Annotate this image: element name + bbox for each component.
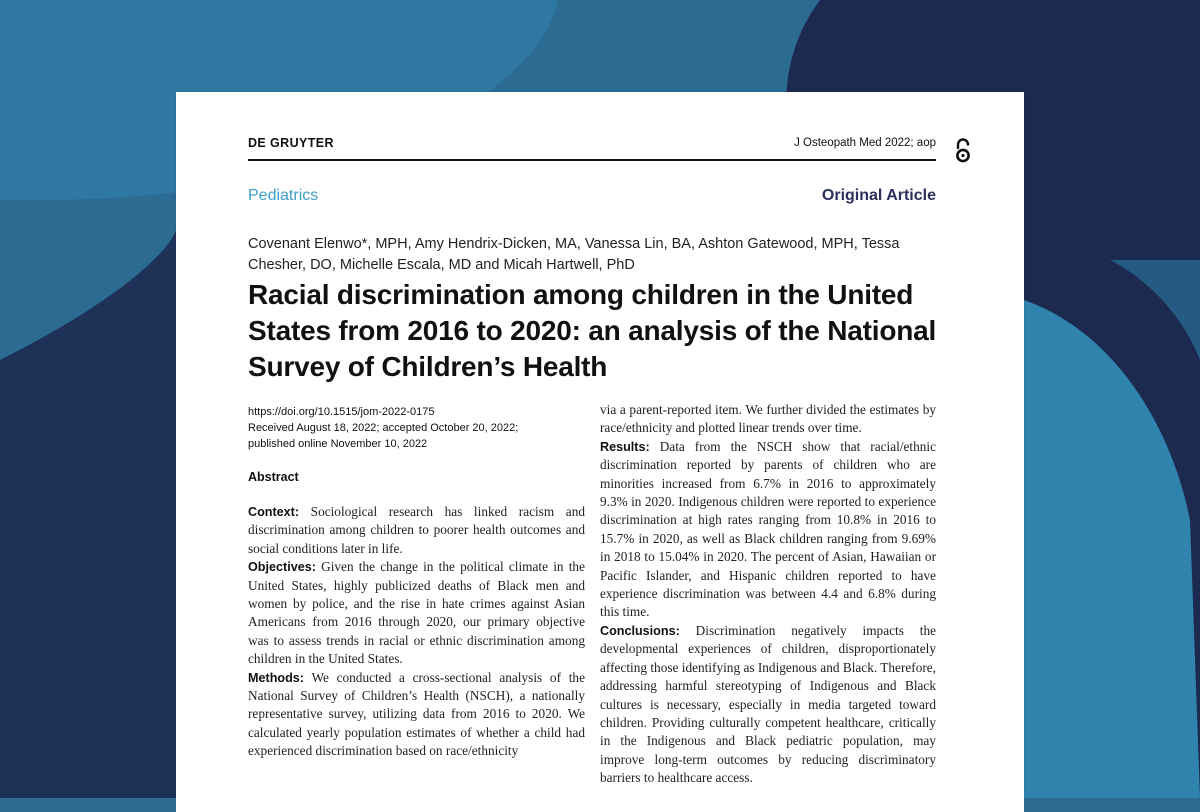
article-page xyxy=(176,92,1024,812)
article-title: Racial discrimination among children in the United States from 2016 to 2020: an analysis of the National Survey of Children’s Health xyxy=(248,279,937,382)
abstract-objectives xyxy=(248,558,585,668)
journal-reference: J Osteopath Med 2022; aop xyxy=(794,137,936,149)
open-access-icon xyxy=(954,138,972,164)
abstract-results xyxy=(600,438,936,622)
abstract-methods-continued: via a parent-reported item. We further divided the estimates by race/ethnicity and plotted linear trends over time. xyxy=(600,402,936,436)
context-label: Context: xyxy=(248,505,300,519)
abstract-methods xyxy=(248,669,585,761)
abstract-column-right xyxy=(600,401,936,788)
doi-link[interactable]: https://doi.org/10.1515/jom-2022-0175 xyxy=(248,406,435,418)
abstract-conclusions xyxy=(600,622,936,788)
conclusions-text: Discrimination negatively impacts the developmental experiences of children, disproportionately affecting those identifying as Indigenous and Black. Therefore, addressing harmful stereotyping of Indigenous and Black cultures is necessary, especially in media targeted toward children. Providing culturally competent healthcare, critically in the Indigenous and Black pediatric population, may improve long-term outcomes by reducing discriminatory barriers to healthcare access. xyxy=(600,622,936,786)
section-label: Pediatrics xyxy=(248,187,319,204)
header-rule xyxy=(248,159,936,161)
results-text: Data from the NSCH show that racial/ethnic discrimination reported by parents of children who are minorities increased from 6.7% in 2016 to approximately 9.3% in 2020. Indigenous children were reported to experience discrimination at high rates ranging from 10.8% in 2016 to 15.7% in 2020, as well as Black children ranging from 9.69% in 2018 to 15.04% in 2020. The percent of Asian, Hawaiian or Pacific Islander, and Hispanic children reported to have experience discrimination was between 4.4 and 6.8% during this time. xyxy=(600,438,937,620)
author-list: Covenant Elenwo*, MPH, Amy Hendrix-Dicken, MA, Vanessa Lin, BA, Ashton Gatewood, MPH, Tessa Chesher, DO, Michelle Escala, MD and Micah Hartwell, PhD xyxy=(248,236,900,273)
article-metadata xyxy=(248,404,548,452)
abstract-column-left xyxy=(248,503,585,761)
article-type-label: Original Article xyxy=(821,187,936,204)
published-date: published online November 10, 2022 xyxy=(248,438,428,450)
received-date: Received August 18, 2022; accepted October 20, 2022; xyxy=(248,422,519,434)
methods-label: Methods: xyxy=(248,670,304,685)
abstract-context xyxy=(248,503,585,558)
objectives-text: Given the change in the political climate in the United States, highly publicized deaths of Black men and women by police, and the rise in hate crimes against Asian Americans from 2016 through 2020, our primary objective was to assess trends in racial or ethnic discrimination among children in the United States. xyxy=(248,559,585,667)
conclusions-label: Conclusions: xyxy=(600,623,680,638)
abstract-heading: Abstract xyxy=(248,470,299,484)
context-text: Sociological research has linked racism and discrimination among children to poorer health outcomes and social conditions later in life. xyxy=(248,504,585,556)
objectives-label: Objectives: xyxy=(248,560,316,575)
methods-text: We conducted a cross-sectional analysis of the National Survey of Children’s Health (NSCH), a nationally representative survey, utilizing data from 2016 to 2020. We calculated yearly population estimates of whether a child had experienced discrimination based on race/ethnicity xyxy=(248,669,585,759)
publisher-name: DE GRUYTER xyxy=(248,136,334,150)
results-label: Results: xyxy=(600,439,650,454)
